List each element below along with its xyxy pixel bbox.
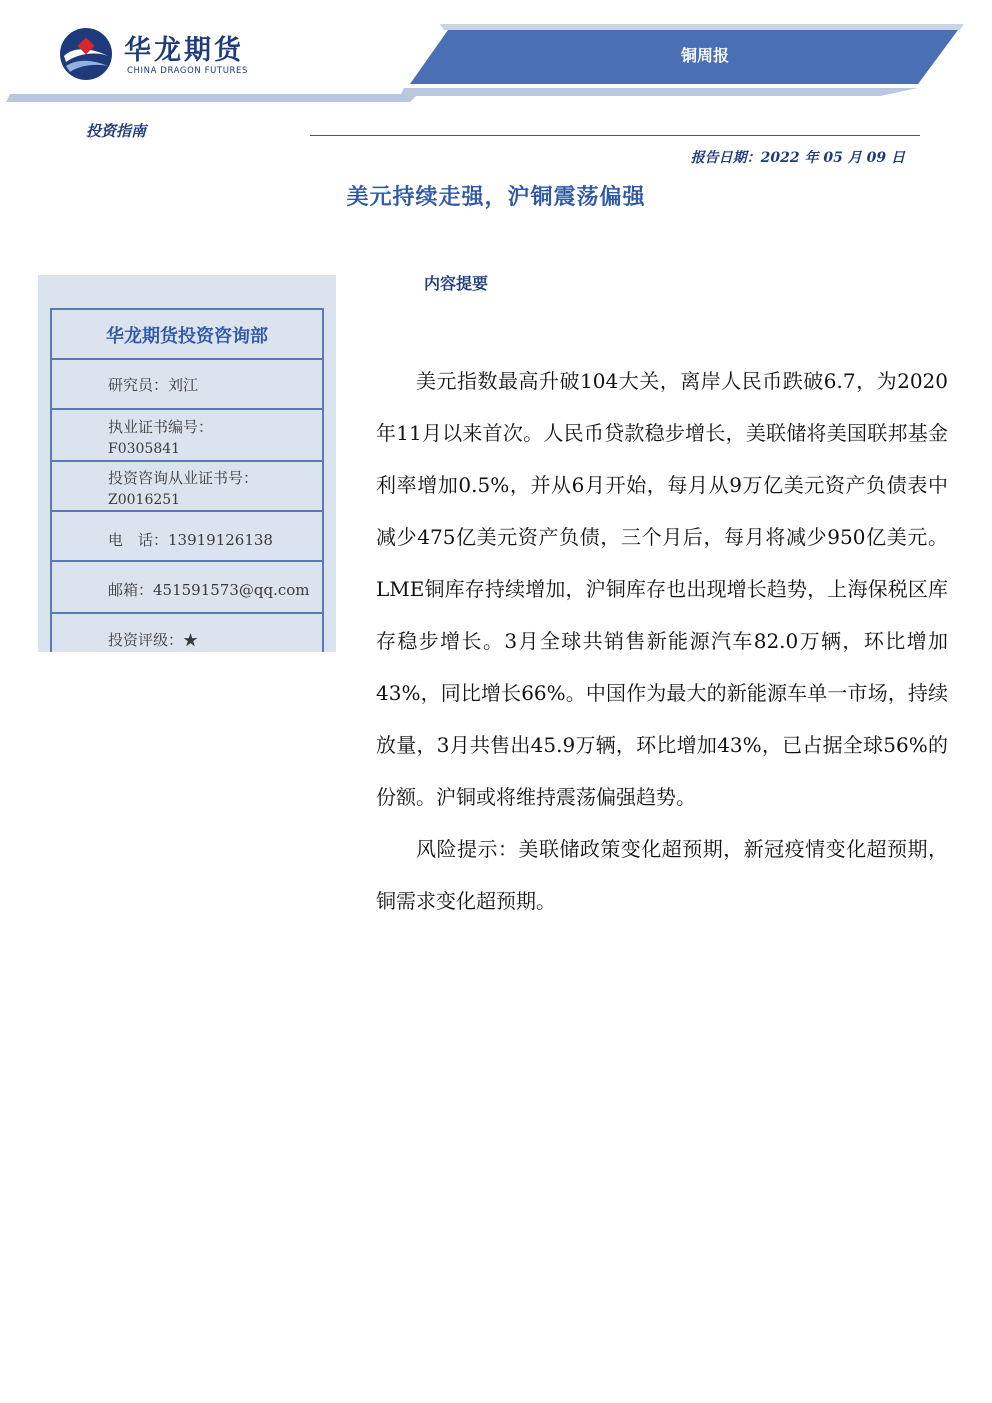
email-row <box>52 562 322 614</box>
report-title: 美元持续走强，沪铜震荡偏强 <box>346 184 646 210</box>
investment-rating: 投资评级：★ <box>108 631 199 649</box>
researcher-row <box>52 360 322 410</box>
cert-row <box>52 410 322 462</box>
summary-heading: 内容提要 <box>424 274 489 293</box>
phone-number: 电 话：13919126138 <box>108 531 273 549</box>
company-name-en: CHINA DRAGON FUTURES <box>127 66 249 76</box>
company-name: 华龙期货 <box>124 35 244 66</box>
risk-warning-paragraph: 风险提示：美联储政策变化超预期，新冠疫情变化超预期，铜需求变化超预期。 <box>376 837 948 913</box>
section-label: 投资指南 <box>86 122 147 140</box>
cert-label: 执业证书编号： <box>108 418 214 436</box>
department-name: 华龙期货投资咨询部 <box>106 326 268 347</box>
phone-row <box>52 512 322 562</box>
header-divider <box>310 135 920 136</box>
report-date: 报告日期：2022 年 05 月 09 日 <box>690 150 905 166</box>
rating-row <box>52 614 322 654</box>
advisory-cert-label: 投资咨询从业证书号： <box>108 469 259 487</box>
cert-value: F0305841 <box>108 441 181 457</box>
summary-paragraph: 美元指数最高升破104大关，离岸人民币跌破6.7，为2020年11月以来首次。人民币贷款稳步增长，美联储将美国联邦基金利率增加0.5%，并从6月开始，每月从9万亿美元资产负债表中减少475亿美元资产负债，三个月后，每月将减少950亿美元。LME铜库存持续增加，沪铜库存也出现增长趋势，上海保税区库存稳步增长。3月全球共销售新能源汽车82.0万辆，环比增加43%，同比增长66%。中国作为最大的新能源车单一市场，持续放量，3月共售出45.9万辆，环比增加43%，已占据全球56%的份额。沪铜或将维持震荡偏强趋势。 <box>376 369 948 809</box>
summary-body <box>376 355 948 927</box>
department-row <box>52 310 322 360</box>
email-address: 邮箱：451591573@qq.com <box>108 581 310 599</box>
advisory-cert-row <box>52 462 322 512</box>
company-logo-icon <box>58 26 114 82</box>
advisory-cert-value: Z0016251 <box>108 492 181 508</box>
researcher-name: 研究员：刘江 <box>108 376 199 394</box>
report-type-label: 铜周报 <box>680 46 729 65</box>
contact-table <box>50 308 324 652</box>
